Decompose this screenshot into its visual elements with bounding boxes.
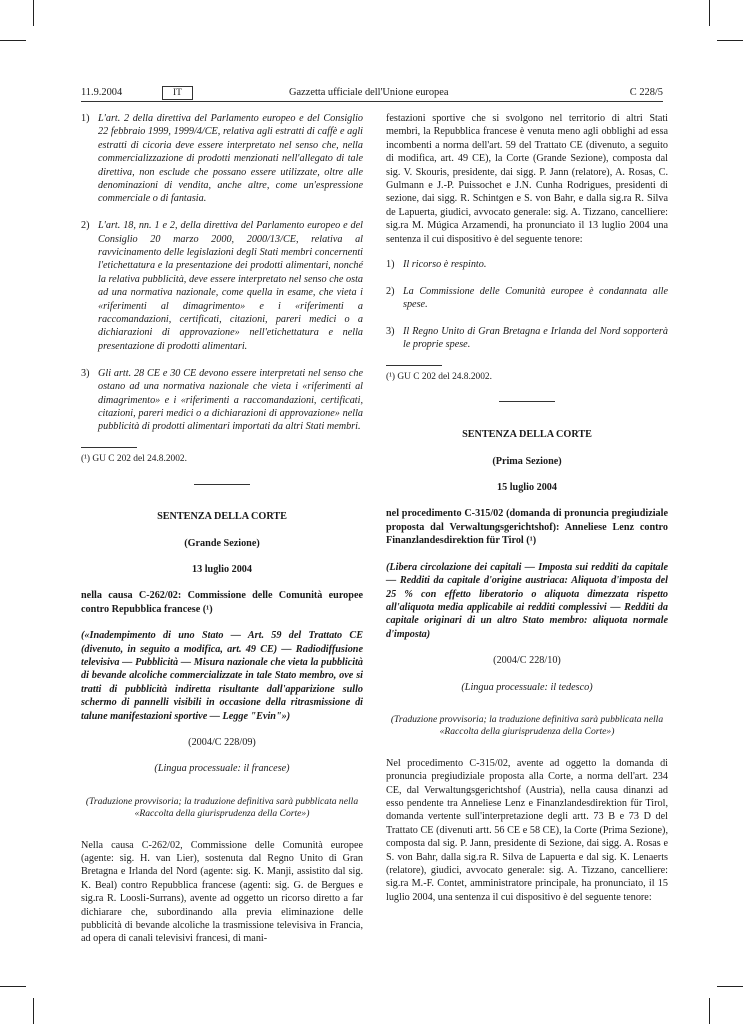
header-rule <box>81 101 663 102</box>
item-number: 3) <box>81 367 90 379</box>
translation-note: (Traduzione provvisoria; la traduzione definitiva sarà pubblicata nella «Raccolta della giurisprudenza della Corte») <box>85 795 359 820</box>
footnote: (¹) GU C 202 del 24.8.2002. <box>386 372 492 383</box>
case-keywords: («Inadempimento di uno Stato — Art. 59 del Trattato CE (divenuto, in seguito a modifica, art. 49 CE) — Radiodiffusione televisiva — Pubblicità — Misura nazionale che vieta la pubblicità di bevande alcoliche commercializzate in tale Stato membro, ove si tratti di pubblicità indiretta risultante dall'apparizione sullo schermo di pannelli visibili in occasione della ritrasmissione di talune manifestazioni sportive — Legge "Evin"») <box>81 630 363 722</box>
translation-note: (Traduzione provvisoria; la traduzione definitiva sarà pubblicata nella «Raccolta della giurisprudenza della Corte») <box>390 713 664 738</box>
crop-mark <box>717 986 743 987</box>
item-text: Il Regno Unito di Gran Bretagna e Irlanda del Nord sopporterà le proprie spese. <box>403 326 668 351</box>
judgment-heading: SENTENZA DELLA CORTE <box>462 429 592 441</box>
item-text: Gli artt. 28 CE e 30 CE devono essere interpretati nel senso che ostano ad una normativa nazionale che vieta i «riferimenti al dimagrimento» e i «riferimenti a raccomandazioni, certificati, citazioni, pareri medici o a dichiarazioni di approvazione» nella pubblicità di prodotti alimentari importati da altri Stati membri. <box>98 367 363 433</box>
item-number: 1) <box>386 259 395 271</box>
judgment-chamber: (Grande Sezione) <box>184 537 260 549</box>
crop-mark <box>33 0 34 26</box>
case-reference: (2004/C 228/10) <box>493 655 561 667</box>
right-column <box>386 112 668 904</box>
ruling-item <box>81 112 363 206</box>
case-title: nel procedimento C-315/02 (domanda di pronuncia pregiudiziale proposta dal Verwaltungsgerichtshof): Anneliese Lenz contro Finanzlandesdirektion für Tirol (¹) <box>386 508 668 547</box>
language-of-case: (Lingua processuale: il francese) <box>154 763 290 775</box>
judgment-heading: SENTENZA DELLA CORTE <box>157 511 287 523</box>
item-text: Il ricorso è respinto. <box>403 259 487 271</box>
item-text: L'art. 18, nn. 1 e 2, della direttiva del Parlamento europeo e del Consiglio 20 marzo 2000, 2000/13/CE, relativa al ravvicinamento delle legislazioni degli Stati membri concernenti l'etichettatura e la presentazione dei prodotti alimentari, nonché la relativa pubblicità, deve essere interpretato nel senso che osta ad una normativa nazionale, come quella in esame, che vieta i «riferimenti al dimagrimento» e i «riferimenti a raccomandazioni, certificati, citazioni, pareri medici o a dichiarazioni di approvazione» nell'etichettatura e nella presentazione di prodotti alimentari. <box>98 220 363 352</box>
judgment-body: Nella causa C-262/02, Commissione delle Comunità europee (agente: sig. H. van Lier), sostenuta dal Regno Unito di Gran Bretagna e Irlanda del Nord (agente: sig. K. Manji, assistito dal sig. K. Beal) contro Repubblica francese (agenti: sig. G. de Bergues e sig.ra R. Loosli-Surrans), avente ad oggetto un ricorso diretto a far dichiarare che, subordinando alla previa eliminazione delle pubblicità di bevande alcoliche la trasmissione televisiva in Francia, ad opera di canali televisivi francesi, di mani- <box>81 839 363 945</box>
language-code-box: IT <box>162 86 193 100</box>
left-column <box>81 112 363 946</box>
crop-mark <box>709 0 710 26</box>
judgment-separator <box>499 401 555 402</box>
item-number: 1) <box>81 113 90 124</box>
case-title: nella causa C-262/02: Commissione delle Comunità europee contro Repubblica francese (¹) <box>81 590 363 615</box>
item-text: L'art. 2 della direttiva del Parlamento europeo e del Consiglio 22 febbraio 1999, 1999/4/CE, relativa agli estratti di caffè e agli estratti di cicoria deve essere interpretato nel senso che, nella commercializzazione di prodotti menzionati nell'allegato di tale direttiva, non esclude che possano essere utilizzate, oltre alle denominazioni di vendita, anche altre, come un'espressione commerciale o di fantasia. <box>98 113 363 205</box>
page-reference: C 228/5 <box>629 87 663 98</box>
footnote-rule <box>386 365 442 366</box>
ruling-item <box>386 285 668 312</box>
crop-mark <box>0 986 26 987</box>
judgment-separator <box>194 484 250 485</box>
judgment-date: 15 luglio 2004 <box>496 482 557 494</box>
crop-mark <box>0 40 26 41</box>
item-number: 2) <box>386 285 395 297</box>
crop-mark <box>33 998 34 1024</box>
crop-mark <box>717 40 743 41</box>
ruling-item <box>81 219 363 353</box>
ruling-item <box>386 325 668 352</box>
judgment-body-continued: festazioni sportive che si svolgono nel territorio di altri Stati membri, la Repubblica francese è venuta meno agli obblighi ad essa incombenti a norma dell'art. 59 del Trattato CE (divenuto, a seguito di modifica, art. 49 CE), la Corte (Grande Sezione), composta dal sig. V. Skouris, presidente, dai sigg. P. Jann (relatore), A. Rosas, C. Gulmann e J.-P. Puissochet e J.N. Cunha Rodrigues, presidenti di sezione, dai sigg. R. Schintgen e S. von Bahr, e dalla sig.ra R. Silva de Lapuerta, giudici, avvocato generale: sig. A. Tizzano, cancelliere: sig.ra M. Múgica Arzamendi, ha pronunciato il 13 luglio 2004 una sentenza il cui dispositivo è del seguente tenore: <box>386 113 668 245</box>
header-date: 11.9.2004 <box>81 87 123 98</box>
item-text: La Commissione delle Comunità europee è condannata alle spese. <box>403 285 668 311</box>
crop-mark <box>709 998 710 1024</box>
judgment-date: 13 luglio 2004 <box>191 563 252 575</box>
language-of-case: (Lingua processuale: il tedesco) <box>461 681 593 693</box>
ruling-item <box>386 258 668 271</box>
case-keywords: (Libera circolazione dei capitali — Imposta sui redditi da capitale — Redditi da capitale d'origine austriaca: Aliquota d'imposta del 25 % con effetto liberatorio o aliquota dimezzata rispetto all'aliquota media applicabile ai redditi complessivi — Redditi da capitale originari di un altro Stato membro: aliquota normale d'imposta) <box>386 561 668 640</box>
footnote-rule <box>81 447 137 448</box>
footnote: (¹) GU C 202 del 24.8.2002. <box>81 454 187 465</box>
item-number: 3) <box>386 326 395 338</box>
item-number: 2) <box>81 220 90 232</box>
judgment-body: Nel procedimento C-315/02, avente ad oggetto la domanda di pronuncia pregiudiziale proposta alla Corte, a norma dell'art. 234 CE, dal Verwaltungsgerichtshof (Austria), nella causa dinanzi ad esso pendente tra Anneliese Lenz e Finanzlandesdirektion für Tirol, domanda vertente sull'interpretazione degli artt. 73 B e 73 D del Trattato CE (divenuti artt. 56 CE e 58 CE), la Corte (Prima Sezione), composta dal sig. P. Jann, presidente di Sezione, dai sigg. A. Rosas e S. von Bahr, dalla sig.ra R. Silva de Lapuerta e dal sig. K. Lenaerts (relatore), giudici, avvocato generale: sig. A. Tizzano, cancelliere: sig.ra M.-F. Contet, amministratore principale, ha pronunciato, il 15 luglio 2004, una sentenza il cui dispositivo è del seguente tenore: <box>386 757 668 903</box>
case-reference: (2004/C 228/09) <box>188 736 256 748</box>
judgment-chamber: (Prima Sezione) <box>492 455 562 467</box>
journal-title: Gazzetta ufficiale dell'Unione europea <box>289 87 449 98</box>
ruling-item <box>81 367 363 434</box>
